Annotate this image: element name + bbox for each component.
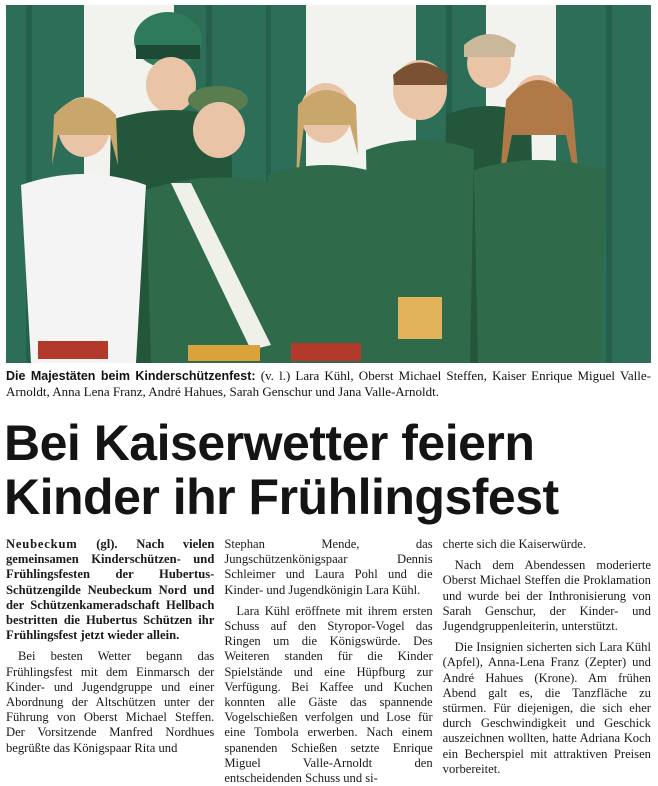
article-body [6,537,651,786]
lead-paragraph [6,537,214,643]
group-photo-illustration [6,5,651,363]
paragraph: Bei besten Wetter begann das Frühlingsfest mit dem Einmarsch der Kinder- und Jugendgruppe und einer Abordnung der Altschützen unter der Führung von Oberst Michael Steffen. Der Vorsitzende Manfred Nordhues begrüßte das Königspaar Rita und [6,649,215,755]
column-2 [224,537,433,786]
headline [4,416,656,524]
column-3 [443,537,651,777]
caption-text: (v. l.) Lara Kühl, Oberst Michael Steffen, Kaiser Enrique Miguel Valle-Arnoldt, Anna Lena Franz, André Hahues, Sarah Genschur und Jana Valle-Arnoldt. [6,368,651,399]
group-photo [6,5,651,363]
lead-text: (gl). Nach vielen gemeinsamen Kinderschützen- und Frühlingsfesten der Hubertus-Schützengilde Neubeckum Nord und der Schützenkameradschaft Hellbach bestritten die Hubertus Schützen ihr Frühlingsfest jetzt wieder allein. [6,537,215,643]
headline-line-1: Bei Kaiserwetter feiern [4,415,535,471]
headline-line-2: Kinder ihr Frühlingsfest [4,469,559,525]
paragraph: Nach dem Abendessen moderierte Oberst Michael Steffen die Proklamation und wurde bei der Inthronisierung von Sarah Genschur, der Kinder- und Jugendgruppenleiterin, unterstützt. [442,558,651,634]
paragraph: Die Insignien sicherten sich Lara Kühl (Apfel), Anna-Lena Franz (Zepter) und André Hahues (Krone). Am frühen Abend galt es, die Tanzfläche zu stürmen. Für diejenigen, die sich eher durch Geschwindigkeit und Geschick auszeichnen wollten, hatte Adriana Koch ein Becherspiel mit attraktiven Preisen vorbereitet. [442,640,651,776]
paragraph: cherte sich die Kaiserwürde. [442,537,587,551]
caption-bold: Die Majestäten beim Kinderschützenfest: [6,369,256,383]
column-1 [6,537,214,777]
lead-place: Neubeckum [6,537,78,551]
paragraph: Lara Kühl eröffnete mit ihrem ersten Schuss auf den Styropor-Vogel das Ringen um die Königswürde. Des Weiteren standen für die Kinder Spielstände und eine Hüpfburg zur Verfügung. Bei Kaffee und Kuchen konnten alle Gäste das spannende Vogelschießen verfolgen und Lose für eine Tombola erwerben. Nach einem spanenden Schießen setzte Enrique Miguel Valle-Arnoldt den entscheidenden Schuss und si- [224,603,433,786]
paragraph: Stephan Mende, das Jungschützenkönigspaar Dennis Schleimer und Laura Pohl und die Kinder- und Jugendkönigin Lara Kühl. [224,537,433,597]
photo-caption [6,368,651,400]
